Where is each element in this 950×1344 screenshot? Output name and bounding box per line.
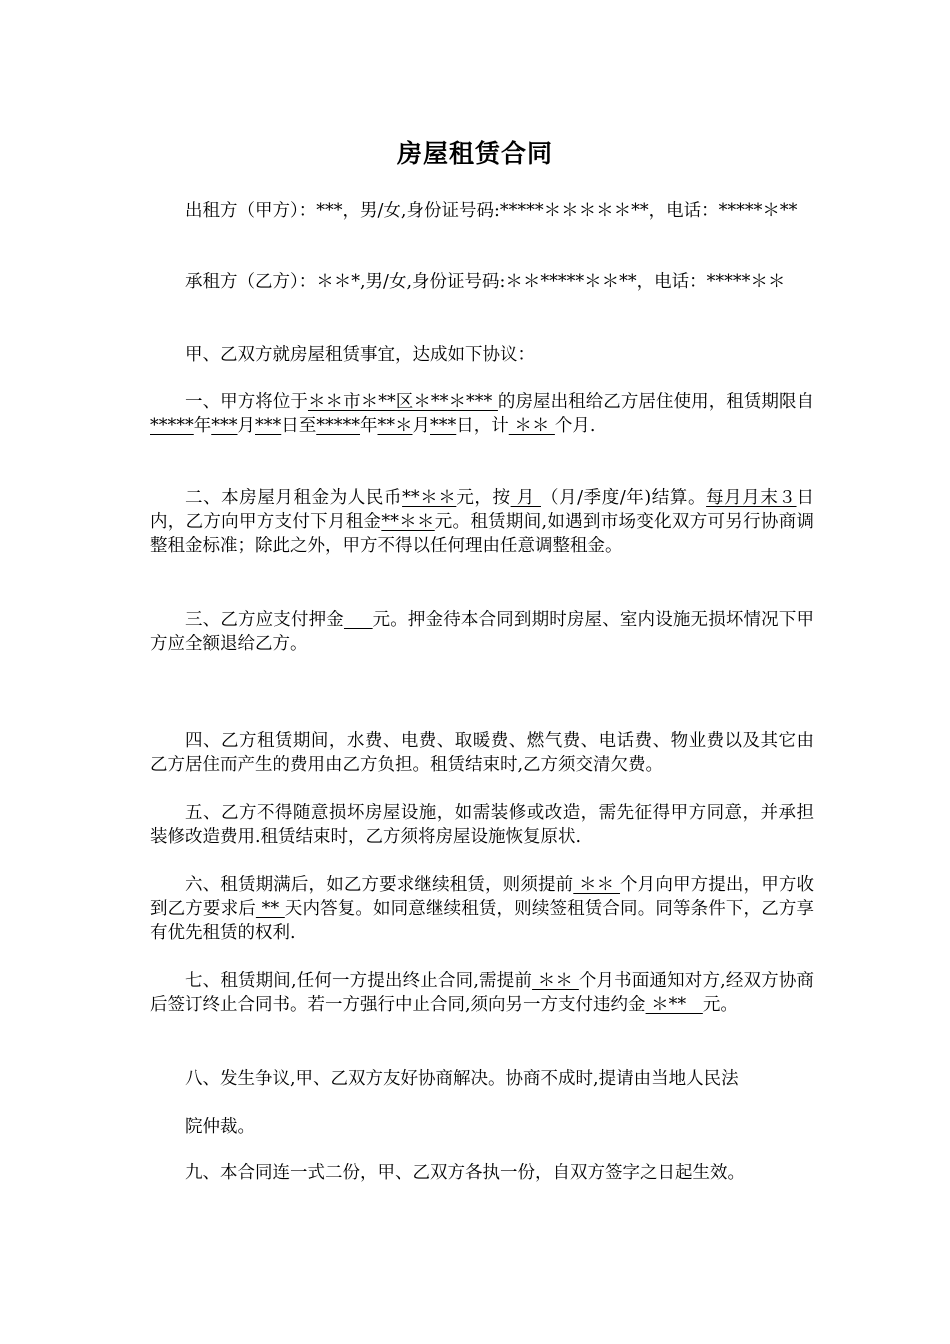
intro-paragraph: 甲、乙双方就房屋租赁事宜，达成如下协议：: [185, 345, 535, 365]
clause-2-text: 元，按: [456, 488, 511, 508]
blank-start-month: ***: [211, 416, 238, 436]
clause-2-text: 元。租赁期间,如遇到市场变化双方可另行协商调整租金标准；除此之外，甲方不得以任何理由任意调整租金。: [150, 512, 815, 556]
blank-period: 月: [510, 488, 541, 508]
clause-3-text: 三、乙方应支付押金: [185, 610, 344, 630]
clause-1-text: 日至: [281, 416, 317, 436]
clause-2-text: 日内，乙方向甲方支付下月租金: [150, 488, 815, 532]
blank-end-year: *****: [316, 416, 360, 436]
clause-1-text: 的房屋出租给乙方居住使用，租赁期限自: [497, 392, 815, 412]
lessee-paragraph: 承租方（乙方）：＊＊*,男/女,身份证号码:＊＊*****＊＊**，电话：*****＊＊: [185, 272, 786, 292]
clause-1-text: 年: [360, 416, 378, 436]
blank-rent-next: **＊＊: [381, 512, 435, 532]
blank-months: ＊＊: [508, 416, 555, 436]
clause-2-text: （月/季度/年)结算。: [540, 488, 707, 508]
clause-7-text: 元。: [702, 995, 738, 1015]
page-title: 房屋租赁合同: [396, 139, 553, 168]
clause-1-text: 个月.: [554, 416, 596, 436]
blank-start-day: ***: [255, 416, 282, 436]
clause-6-text: 六、租赁期满后，如乙方要求继续租赁，则须提前: [185, 875, 574, 895]
blank-end-month: **＊: [377, 416, 413, 436]
clause-1-text: 月: [237, 416, 255, 436]
clause-6: [150, 873, 814, 945]
clause-5: 五、乙方不得随意损坏房屋设施，如需装修或改造，需先征得甲方同意，并承担装修改造费用.租赁结束时，乙方须将房屋设施恢复原状.: [150, 803, 814, 847]
clause-9: 九、本合同连一式二份，甲、乙双方各执一份，自双方签字之日起生效。: [185, 1163, 745, 1183]
clause-3: [150, 608, 814, 656]
clause-3-text: 元。押金待本合同到期时房屋、室内设施无损坏情况下甲方应全额退给乙方。: [150, 610, 815, 654]
clause-1-text: 一、甲方将位于: [185, 392, 308, 412]
clause-8: 八、发生争议,甲、乙双方友好协商解决。协商不成时,提请由当地人民法: [185, 1069, 739, 1089]
blank-address: ＊＊市＊**区＊**＊***: [307, 392, 498, 412]
clause-1-text: 月: [412, 416, 430, 436]
blank-end-day: ***: [430, 416, 457, 436]
clause-6-text: 天内答复。如同意继续租赁，则续签租赁合同。同等条件下，乙方享有优先租赁的权利.: [150, 899, 814, 943]
clause-2: [150, 486, 814, 558]
blank-rent: **＊＊: [402, 488, 457, 508]
blank-notice-months: ＊＊: [573, 875, 621, 895]
clause-6-text: 个月向甲方提出，甲方收到乙方要求后: [150, 875, 815, 919]
blank-termination-months: ＊＊: [532, 971, 579, 991]
clause-7-text: 个月书面通知对方,经双方协商后签订终止合同书。若一方强行中止合同,须向另一方支付违约金: [150, 971, 815, 1015]
blank-pay-day: 每月月末３: [706, 488, 797, 508]
clause-8-continued: 院仲裁。: [185, 1117, 255, 1137]
clause-7-text: 七、租赁期间,任何一方提出终止合同,需提前: [185, 971, 533, 991]
clause-2-text: 二、本房屋月租金为人民币: [185, 488, 403, 508]
lessor-paragraph: 出租方（甲方）：***，男/女,身份证号码:*****＊＊＊＊＊**，电话：*****＊**: [185, 201, 798, 221]
clause-7: [150, 969, 814, 1017]
clause-1: [150, 390, 814, 438]
blank-deposit: [344, 610, 373, 630]
clause-1-text: 年: [193, 416, 212, 436]
blank-reply-days: **: [255, 899, 285, 919]
blank-penalty: ＊**: [645, 995, 703, 1015]
clause-4: 四、乙方租赁期间，水费、电费、取暖费、燃气费、电话费、物业费以及其它由乙方居住而产生的费用由乙方负担。租赁结束时,乙方须交清欠费。: [150, 731, 814, 775]
blank-start-year: *****: [150, 416, 194, 436]
clause-1-text: 日，计: [456, 416, 509, 436]
